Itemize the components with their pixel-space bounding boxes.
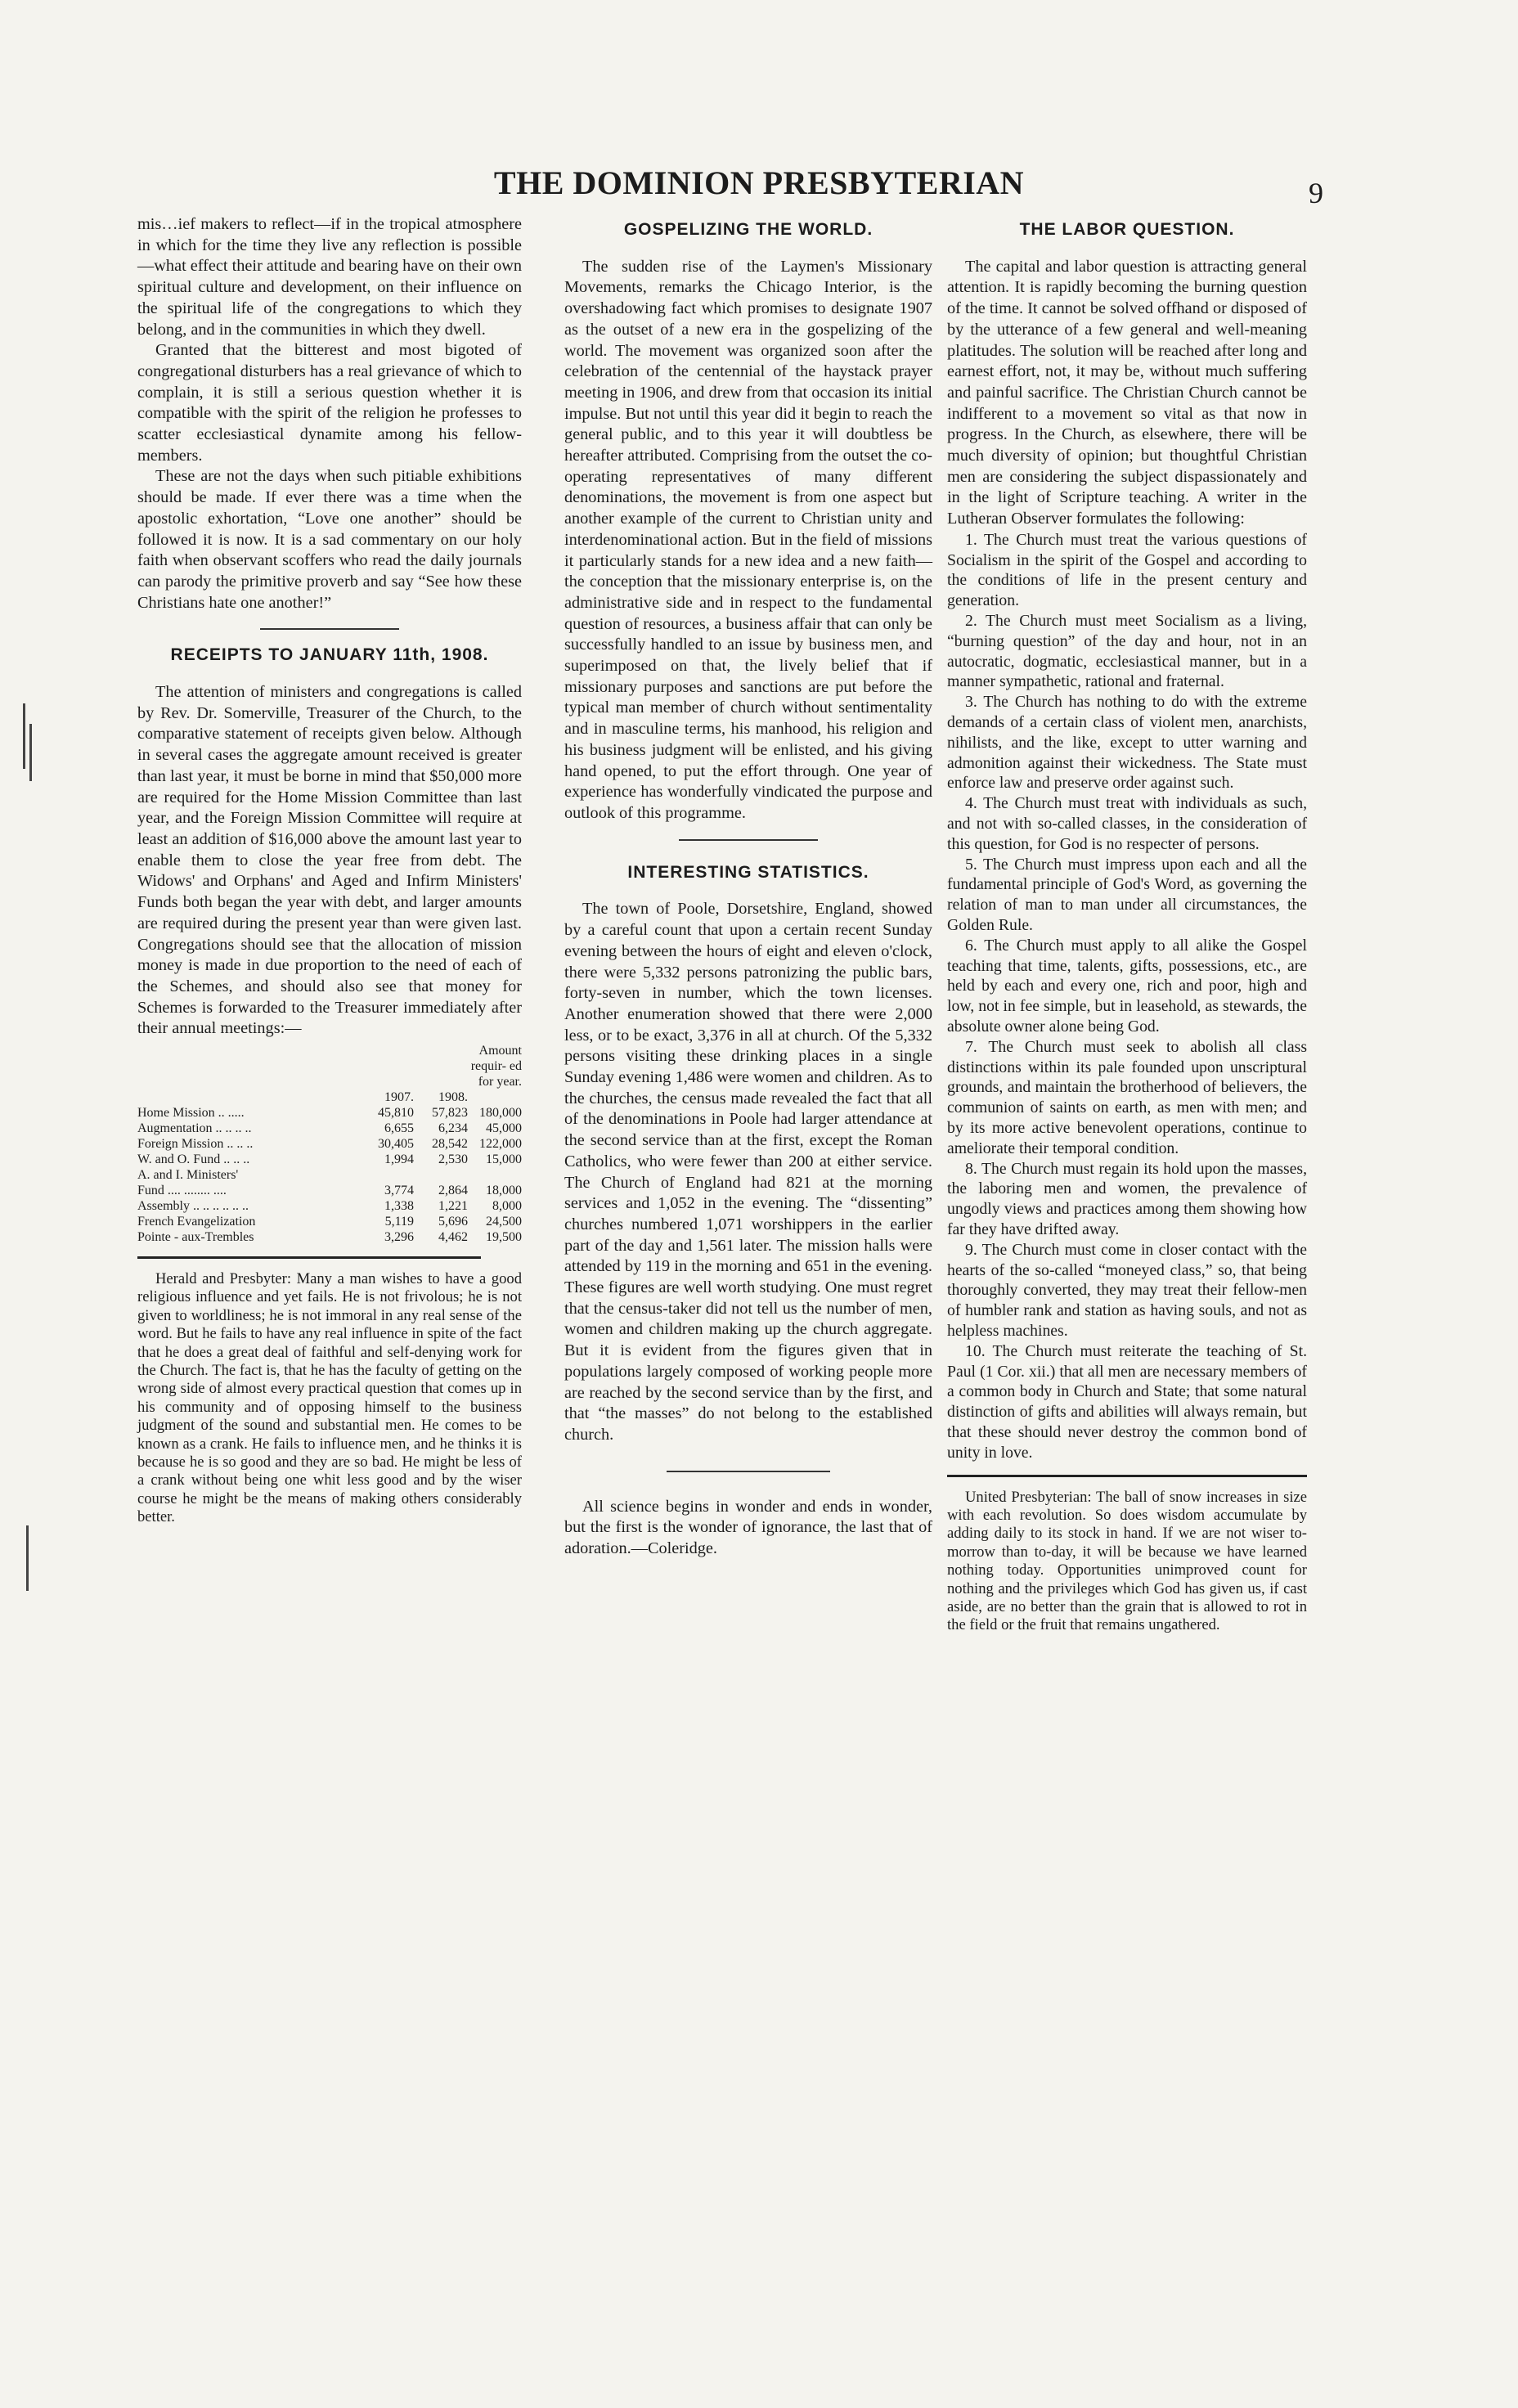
section-heading-gospelizing: GOSPELIZING THE WORLD. bbox=[623, 220, 874, 239]
paragraph: The attention of ministers and congregations is called by Rev. Dr. Somerville, Treasurer of the Church, to the comparative statement of receipts given below. Although in several cases the aggregate amount received is greater than last year, it must be borne in mind that $50,000 more are required for the Home Mission Committee than last year, and the Foreign Mission Committee will require at least an addition of $16,000 above the amount last year to enable them to close the year free from debt. The Widows' and Orphans' and Aged and Infirm Ministers' Funds both began the year with debt, and larger amounts are required during the present year than were given last. Congregations should see that the allocation of mission money is made in due proportion to the need of each of the Schemes, and should also see that money for Schemes is forwarded to the Treasurer immediately after their annual meetings:— bbox=[137, 683, 522, 1038]
divider bbox=[667, 1471, 830, 1472]
table-header-row bbox=[137, 1089, 522, 1105]
margin-mark bbox=[26, 1525, 29, 1591]
column-left bbox=[137, 214, 522, 1527]
divider bbox=[947, 1475, 1307, 1477]
list-item: 3. The Church has nothing to do with the extreme demands of a certain class of violent men, anarchists, nihilists, and the like, except to utter warning and admonition against their wickedness. The State must enforce law and preserve order against such. bbox=[947, 693, 1307, 793]
paragraph: mis…ief makers to reflect—if in the tropical atmosphere in which for the time they live any reflection is possible —what effect their attitude and bearing have on their own spiritual culture and development, on their influence on the spiritual life of the congregations to which they belong, and in the communities in which they dwell. bbox=[137, 215, 522, 339]
section-heading-receipts: RECEIPTS TO JANUARY 11th, 1908. bbox=[170, 645, 489, 665]
paragraph: The sudden rise of the Laymen's Missionary Movements, remarks the Chicago Interior, is the overshadowing fact which promises to designate 1907 as the outset of a new era in the gospelizing of the world. The movement was organized soon after the celebration of the centennial of the haystack prayer meeting in 1906, and drew from that occasion its initial impulse. But not until this year did it begin to reach the general public, and to this year it will doubtless be hereafter attributed. Comprising from the outset the co-operating representatives of many different denominations, the movement is from one aspect but another example of the current to Christian unity and interdenominational action. But in the field of missions it particularly stands for a new idea and a new faith—the conception that the missionary enterprise is, on the administrative side and in respect to the fundamental question of resources, a business affair that can only be successfully handled to an issue by business men, and superimposed on that, the lively belief that if missionary purposes and sanctions are put before the typical man member of church without sentimentality and in masculine terms, his manhood, his religion and his business judgment will be enlisted, and his giving hand opened, to put the effort through. One year of experience has wonderfully vindicated the purpose and outlook of this programme. bbox=[564, 257, 932, 822]
paragraph: The town of Poole, Dorsetshire, England, showed by a careful count that upon a certain recent Sunday evening between the hours of eight and eleven o'clock, there were 5,332 persons patronizing the public bars, forty-seven in number, which the town licenses. Another enumeration showed that there were 2,000 less, or to be exact, 3,376 in all at church. Of the 5,332 persons visiting these drinking places in a single Sunday evening 1,486 were women and children. As to the churches, the census made revealed the fact that all of the denominations in Poole had larger attendance at the second service than at the first, except the Roman Catholics, who were fewer than 200 at either service. The Church of England had 821 at the morning services and 1,052 in the evening. The “dissenting” churches numbered 1,071 worshippers in the earlier part of the day and 1,561 later. The mission halls were attended by 119 in the morning and 651 in the evening. These figures are well worth studying. One must regret that the census-taker did not tell us the number of men, women and children making up the church aggregate. But it is evident from the figures given that in populations largely composed of working people more are reached by the second service than by the first, and that “the masses” do not belong to the established church. bbox=[564, 900, 932, 1444]
list-item: 8. The Church must regain its hold upon the masses, the laboring men and women, the prevalence of ungodly views and practices among them showing how far they have drifted away. bbox=[947, 1159, 1307, 1238]
margin-mark bbox=[29, 724, 32, 781]
table-header-amount: Amount requir- ed for year. bbox=[470, 1044, 522, 1089]
column-middle bbox=[564, 214, 932, 1560]
paragraph: These are not the days when such pitiable exhibitions should be made. If ever there was a time when the apostolic exhortation, “Love one another” should be followed it is now. It is a sad commentary on our holy faith when observant scoffers who read the daily journals can parody the primitive proverb and say “See how these Christians hate one another!” bbox=[137, 467, 522, 612]
table-row: French Evangelization 5,119 5,696 24,500 bbox=[137, 1215, 522, 1229]
table-row: Foreign Mission .. .. .. 30,405 28,542 122,000 bbox=[137, 1137, 522, 1152]
column-right bbox=[947, 214, 1307, 1635]
table-header-1908: 1908. bbox=[438, 1090, 468, 1105]
receipts-table bbox=[137, 1043, 522, 1245]
table-row: W. and O. Fund .. .. .. 1,994 2,530 15,000 bbox=[137, 1152, 522, 1167]
divider bbox=[679, 839, 818, 841]
table-header-1907: 1907. bbox=[384, 1090, 414, 1105]
table-row: Pointe - aux-Trembles 3,296 4,462 19,500 bbox=[137, 1230, 522, 1245]
paragraph: Herald and Presbyter: Many a man wishes to have a good religious influence and yet fails. He is not frivolous; he is not given to worldliness; he is not immoral in any real sense of the word. But he fails to have any real influence in spite of the fact that he does a great deal of faithful and self-denying work for the Church. The fact is, that he has the faculty of getting on the wrong side of almost every practical question that comes up in his community and of opposing himself to the business judgment of the sound and substantial men. He comes to be known as a crank. He fails to influence men, and he thinks it is because he is so good and they are so bad. He might be less of a crank without being one whit less good and by the wiser course he might be the means of making others considerably better. bbox=[137, 1270, 522, 1526]
table-row: Augmentation .. .. .. .. 6,655 6,234 45,000 bbox=[137, 1121, 522, 1136]
margin-mark bbox=[23, 703, 25, 769]
paragraph: The capital and labor question is attracting general attention. It is rapidly becoming the burning question of the time. It cannot be solved offhand or disposed of by the utterance of a few general and well-meaning platitudes. The solution will be reached after long and earnest effort, not, it may be, without much suffering and painful sacrifice. The Christian Church cannot be indifferent to a movement so vital as that now in progress. In the Church, as elsewhere, there will be much diversity of opinion; but thoughtful Christian men are considering the subject dispassionately and in the light of Scripture teaching. A writer in the Lutheran Observer formulates the following: bbox=[947, 257, 1307, 528]
list-item: 7. The Church must seek to abolish all class distinctions within its pale founded upon unscriptural grounds, and maintain the brotherhood of believers, the communion of saints on earth, as men with men; and by its more active benevolent operations, continue to ameliorate their temporal condition. bbox=[947, 1037, 1307, 1157]
section-heading-labor: THE LABOR QUESTION. bbox=[1019, 220, 1235, 239]
table-row: Fund .... ........ .... 3,774 2,864 18,000 bbox=[137, 1184, 522, 1198]
table-row: Assembly .. .. .. .. .. .. 1,338 1,221 8,000 bbox=[137, 1199, 522, 1214]
masthead: THE DOMINION PRESBYTERIAN bbox=[493, 164, 1025, 201]
section-heading-statistics: INTERESTING STATISTICS. bbox=[627, 862, 869, 882]
paragraph: United Presbyterian: The ball of snow increases in size with each revolution. So does wisdom accumulate by adding daily to its stock in hand. If we are not wiser to-morrow than to-day, it will be because we have learned nothing today. Opportunities unimproved count for nothing and the privileges which God has given us, if cast aside, are no better than the grain that is allowed to rot in the field or the fruit that remains ungathered. bbox=[947, 1488, 1307, 1634]
list-item: 9. The Church must come in closer contact with the hearts of the so-called “moneyed class,” so, that being thoroughly converted, they may treat their fellow-men of humbler rank and station as having souls, and not as helpless machines. bbox=[947, 1240, 1307, 1340]
divider bbox=[137, 1256, 481, 1259]
list-item: 5. The Church must impress upon each and all the fundamental principle of God's Word, as governing the relation of man to man under all circumstances, the Golden Rule. bbox=[947, 855, 1307, 934]
list-item: 4. The Church must treat with individuals as such, and not with so-called classes, in the consideration of this question, for God is no respecter of persons. bbox=[947, 794, 1307, 853]
table-row: Home Mission .. ..... 45,810 57,823 180,000 bbox=[137, 1106, 522, 1121]
list-item: 1. The Church must treat the various questions of Socialism in the spirit of the Gospel and according to the conditions of life in the present century and generation. bbox=[947, 530, 1307, 610]
table-row: A. and I. Ministers' bbox=[137, 1168, 239, 1183]
list-item: 6. The Church must apply to all alike the Gospel teaching that time, talents, gifts, possessions, etc., are held by each and every one, rich and poor, high and low, not in fee simple, but in leasehold, as stewards, the absolute owner alone being God. bbox=[947, 936, 1307, 1036]
divider bbox=[260, 628, 399, 630]
paragraph: Granted that the bitterest and most bigoted of congregational disturbers has a real grievance of which to complain, it is still a serious question whether it is compatible with the spirit of the religion he professes to scatter ecclesiastical dynamite among his fellow-members. bbox=[137, 341, 522, 465]
paragraph: All science begins in wonder and ends in wonder, but the first is the wonder of ignorance, the last that of adoration.—Coleridge. bbox=[564, 1497, 932, 1558]
page-number: 9 bbox=[1309, 177, 1323, 209]
list-item: 10. The Church must reiterate the teaching of St. Paul (1 Cor. xii.) that all men are necessary members of a common body in Church and State; that some natural distinction of gifts and abilities will always remain, but that these should never destroy the common bond of unity in love. bbox=[947, 1341, 1307, 1462]
list-item: 2. The Church must meet Socialism as a living, “burning question” of the day and hour, not in an autocratic, dogmatic, ecclesiastical manner, but in a manner sympathetic, rational and fraternal. bbox=[947, 612, 1307, 691]
